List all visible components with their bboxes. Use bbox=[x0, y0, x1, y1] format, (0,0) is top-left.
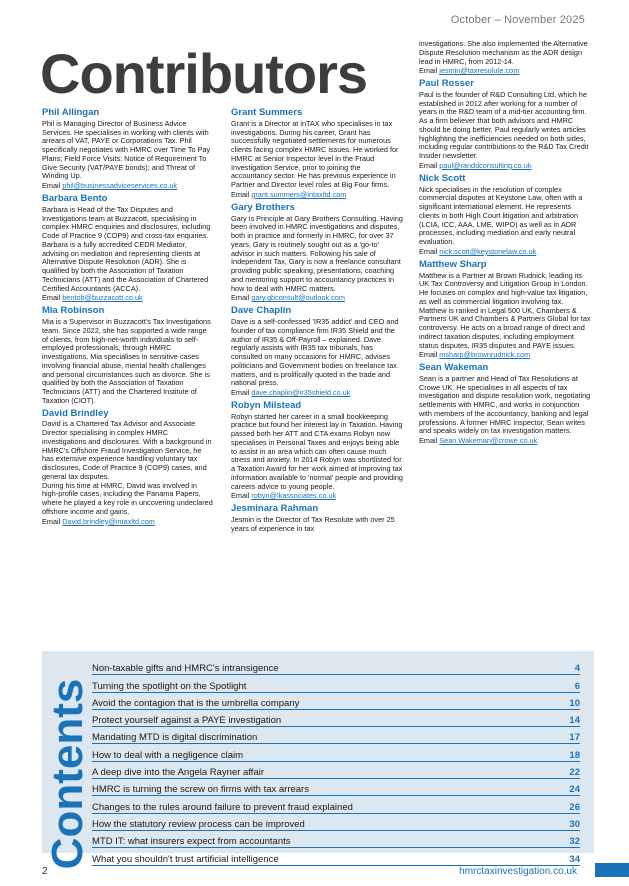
column-2 bbox=[231, 108, 403, 537]
contributor-email bbox=[231, 389, 403, 398]
contents-item[interactable] bbox=[92, 693, 580, 710]
footer-accent-bar bbox=[595, 863, 629, 877]
contributor-email bbox=[231, 492, 403, 501]
contents-item-page: 4 bbox=[574, 663, 580, 675]
contributor-bio: Mia is a Supervisor in Buzzacott's Tax Investigations team. Since 2022, she has supported a wide range of clients, from high-net-worth individuals to self-employed professionals, through HMRC investigations. Mia specialises in sensitive cases involving financial abuse, mental health challenges and personal circumstances such as divorce. She is qualified by both the Association of Taxation Technicians (ATT) and the Chartered Institute of Taxation (CIOT). bbox=[42, 317, 211, 405]
contributor-robyn-milstead bbox=[231, 401, 403, 501]
contributor-email bbox=[231, 294, 403, 303]
page-title: Contributors bbox=[40, 42, 368, 105]
contributor-name: Dave Chaplin bbox=[231, 305, 292, 317]
contents-item-page: 22 bbox=[569, 767, 580, 779]
email-link[interactable]: Sean.Wakeman@crowe.co.uk bbox=[439, 436, 538, 446]
contributor-phil-allingan bbox=[42, 108, 214, 191]
email-label: Email bbox=[231, 491, 250, 501]
contents-item-title: How the statutory review process can be improved bbox=[92, 818, 305, 830]
contents-item-title: Protect yourself against a PAYE investigation bbox=[92, 715, 282, 727]
contributor-email bbox=[231, 191, 403, 200]
contents-item[interactable] bbox=[92, 762, 580, 779]
contributor-email bbox=[42, 182, 214, 191]
email-link[interactable]: David.brindley@intaxltd.com bbox=[62, 516, 155, 526]
contributor-sean-wakeman bbox=[419, 363, 591, 446]
contents-item[interactable] bbox=[92, 848, 580, 865]
email-label: Email bbox=[419, 160, 438, 170]
contributor-email bbox=[419, 437, 591, 446]
contributor-barbara-bento bbox=[42, 194, 214, 303]
contributor-gary-brothers bbox=[231, 203, 403, 303]
column-3 bbox=[419, 40, 591, 449]
contributor-bio: Robyn started her career in a small bookkeeping practice but found her interest lay in Taxation. Having passed both her ATT and CTA exams Robyn now specialises in Personal Taxes and enjoys being able to assist in an area which can often cause much stress and anxiety. In 2014 Robyn was shortlisted for a Taxation Award for her work aimed at improving tax information available to 'normal' people and providing careers advice to young people. bbox=[231, 411, 403, 491]
contents-item[interactable] bbox=[92, 710, 580, 727]
contributor-bio: Phil is Managing Director of Business Advice Services. He specialises in working with clients with arrears of VAT, PAYE or Corporations Tax. Phil specifically negotiates with HMRC over Time To Pay Plans; Field Force Visits: Notice of Requirement To Give Security (VAT/PAYE bonds); and Threat of Winding Up. bbox=[42, 118, 211, 181]
contributor-nick-scott bbox=[419, 174, 591, 257]
contributor-bio: Jesmin is the Director of Tax Resolute with over 25 years of experience in tax bbox=[231, 515, 395, 533]
contributor-name: Grant Summers bbox=[231, 107, 303, 118]
contributor-email bbox=[42, 294, 214, 303]
contents-item-page: 17 bbox=[569, 732, 580, 744]
contributor-bio: Barbara is Head of the Tax Disputes and Investigations team at Buzzacott, specialising in complex HMRC enquiries and disclosures, including Code of Practice 9 (COP9) and cross-tax enquiries. Barbara is a fully accredited CEDR Mediator, advising on mediation and representing clients at Alternative Dispute Resolution (ADR). She is qualified by both the Association of Taxation Technicians (ATT) and the Association of Chartered Certified Accountants (ACCA). bbox=[42, 204, 211, 293]
contributor-matthew-sharp bbox=[419, 260, 591, 360]
contents-item[interactable] bbox=[92, 658, 580, 675]
email-label: Email bbox=[42, 516, 61, 526]
contents-item-page: 30 bbox=[569, 818, 580, 830]
contents-item-page: 14 bbox=[569, 715, 580, 727]
contributor-mia-robinson bbox=[42, 306, 214, 405]
issue-date: October – November 2025 bbox=[450, 14, 585, 26]
contributor-bio-continued: investigations. She also implemented the Alternative Dispute Resolution mechanism as the ADR design lead in HMRC, from 2012-14. bbox=[419, 39, 588, 66]
contents-item-page: 32 bbox=[569, 836, 580, 848]
contents-item[interactable] bbox=[92, 779, 580, 796]
email-link[interactable]: jesmin@taxresolute.com bbox=[439, 66, 520, 76]
contents-item-title: Non-taxable gifts and HMRC's intransigence bbox=[92, 663, 279, 675]
contributor-bio: Grant is a Director at inTAX who specialises in tax investigations. During his career, Grant has successfully negotiated settlements for numerous clients facing complex HMRC issues. He worked for HMRC at Senior Inspector level in the Fraud Investigation Service, prior to joining the accountancy sector. He has previous experience in Partner and Director level roles at Big Four firms. bbox=[231, 118, 399, 190]
contributor-name: Phil Allingan bbox=[42, 107, 100, 118]
contributor-name: Robyn Milstead bbox=[231, 399, 302, 411]
contents-heading bbox=[40, 678, 96, 870]
contributor-name: Paul Rosser bbox=[419, 78, 474, 89]
email-label: Email bbox=[419, 436, 438, 446]
email-label: Email bbox=[231, 388, 250, 398]
email-link[interactable]: dave.chaplin@ir35shield.co.uk bbox=[251, 388, 351, 398]
contributor-name: Jesminara Rahman bbox=[231, 503, 319, 515]
contents-item[interactable] bbox=[92, 796, 580, 813]
email-link[interactable]: paul@randdconsulting.co.uk bbox=[439, 160, 532, 170]
contributor-name: Gary Brothers bbox=[231, 201, 295, 213]
contributor-name: Nick Scott bbox=[419, 172, 466, 184]
contributor-paul-rosser bbox=[419, 79, 591, 171]
contributor-email bbox=[419, 248, 591, 257]
email-label: Email bbox=[42, 181, 61, 191]
contents-heading-text: Contents bbox=[43, 678, 92, 870]
contributor-jesminara-rahman-continued bbox=[419, 40, 591, 76]
email-link[interactable]: robyn@lkassociates.co.uk bbox=[251, 491, 337, 501]
contents-item-title: Changes to the rules around failure to prevent fraud explained bbox=[92, 801, 353, 813]
contributor-bio: David is a Chartered Tax Advisor and Associate Director specialising in complex HMRC investigations and disclosures. With a background in HMRC's Offshore Fraud Investigation Service, he has extensive experience handling voluntary tax disclosures, Code of Practice 9 (COP9) cases, and general tax disputes. bbox=[42, 419, 212, 481]
contents-item[interactable] bbox=[92, 744, 580, 761]
contributor-david-brindley bbox=[42, 409, 214, 527]
contributor-bio: Sean is a partner and Head of Tax Resolutions at Crowe UK. He specialises in all aspects of tax investigation and dispute resolution work, negotiating settlements with HMRC, and works in conjunction with members of the accountancy, banking and legal professions. A former HMRC inspector, Sean writes and speaks widely on tax investigation matters. bbox=[419, 373, 591, 436]
email-label: Email bbox=[419, 350, 438, 360]
email-label: Email bbox=[419, 66, 438, 76]
contributor-email bbox=[419, 351, 591, 360]
contributor-jesminara-rahman bbox=[231, 504, 403, 533]
contents-item-title: How to deal with a negligence claim bbox=[92, 749, 244, 761]
email-link[interactable]: phil@businessadviceservices.co.uk bbox=[62, 181, 178, 191]
contributor-bio-continued: During his time at HMRC, David was involved in high-profile cases, including the Panama Papers, where he played a key role in uncovering undeclared offshore income and gains. bbox=[42, 480, 213, 516]
contributor-bio: Matthew is a Partner at Brown Rudnick, leading its UK Tax Controversy and Litigation Group in London. He focuses on complex and high-value tax litigation, as well as commercial litigation involving tax. Matthew is ranked in Legal 500 UK, Chambers & Partners UK and Chambers & Partners Global for tax controversy. He acts on a broad range of direct and indirect taxation disputes, including employment status disputes, IR35 disputes and PAYE issues. bbox=[419, 270, 591, 350]
contributor-email bbox=[419, 162, 591, 171]
contents-list bbox=[92, 658, 580, 866]
contents-item[interactable] bbox=[92, 727, 580, 744]
contents-item-page: 34 bbox=[569, 853, 580, 865]
contributor-bio: Paul is the founder of R&D Consulting Ltd, which he established in 2012 after working for a number of years in the R&D team of a mid-tier accounting firm. As a firm believer that both advisors and HMRC should be doing better, Paul regularly writes articles highlighting the inefficiencies needed on both sides, including regular contributions to the R&D Tax Credit Insider newsletter. bbox=[419, 89, 589, 161]
email-link[interactable]: nick.scott@keystonelaw.co.uk bbox=[439, 246, 537, 256]
contents-item-page: 26 bbox=[569, 801, 580, 813]
email-link[interactable]: msharp@brownrudnick.com bbox=[439, 350, 531, 360]
contents-item-title: What you shouldn't trust artificial intelligence bbox=[92, 853, 279, 865]
contents-item-title: A deep dive into the Angela Rayner affair bbox=[92, 767, 265, 779]
contributor-name: Matthew Sharp bbox=[419, 258, 487, 270]
contents-item-page: 18 bbox=[569, 749, 580, 761]
contents-item[interactable] bbox=[92, 831, 580, 848]
contents-panel bbox=[42, 651, 594, 870]
page-number: 2 bbox=[42, 866, 48, 877]
contents-item-title: Turning the spotlight on the Spotlight bbox=[92, 680, 247, 692]
email-link[interactable]: gary.gbconsult@outlook.com bbox=[251, 293, 345, 303]
contents-item-title: HMRC is turning the screw on firms with tax arrears bbox=[92, 784, 309, 796]
contributor-grant-summers bbox=[231, 108, 403, 200]
contents-item-page: 6 bbox=[574, 680, 580, 692]
contributor-name: Sean Wakeman bbox=[419, 362, 489, 374]
contributor-name: Barbara Bento bbox=[42, 192, 108, 204]
contributor-bio: Nick specialises in the resolution of complex commercial disputes at Keystone Law, often with a significant international element. He represents clients in both High Court litigation and arbitration (LCIA, ICC, AAA, LME, WIPO) as well as in ADR processes, including mediation and early neutral evaluation. bbox=[419, 184, 583, 247]
email-label: Email bbox=[231, 189, 250, 199]
contributor-dave-chaplin bbox=[231, 306, 403, 398]
contents-item-page: 24 bbox=[569, 784, 580, 796]
contents-item-title: Mandating MTD is digital discrimination bbox=[92, 732, 258, 744]
email-link[interactable]: grant.summers@intaxltd.com bbox=[251, 189, 347, 199]
contributor-bio: Dave is a self-confessed 'IR35 addict' and CEO and founder of tax compliance firm IR35 Shield and the author of IR35 & Off-Payroll – explained. Dave regularly assists with IR35 tax tribunals, has consulted on many occasions for HMRC, advises politicians and Government bodies on freelance tax matters, and is prolifically quoted in the trade and national press. bbox=[231, 317, 399, 388]
website-url[interactable]: hmrctaxinvestigation.co.uk bbox=[459, 866, 577, 877]
contributor-name: David Brindley bbox=[42, 407, 109, 419]
contents-item-title: Avoid the contagion that is the umbrella company bbox=[92, 697, 300, 709]
contributor-email bbox=[42, 518, 214, 527]
email-label: Email bbox=[42, 293, 61, 303]
contents-item-page: 10 bbox=[569, 697, 580, 709]
contents-item[interactable] bbox=[92, 814, 580, 831]
email-label: Email bbox=[419, 246, 438, 256]
contributor-name: Mia Robinson bbox=[42, 305, 105, 317]
contents-item-title: MTD IT: what insurers expect from accountants bbox=[92, 836, 291, 848]
contributor-bio: Gary is Principle at Gary Brothers Consulting. Having been involved in HMRC investigations and disputes, both in practice and formerly in HMRC, for over 37 years, Gary is routinely sought out as a 'go-to' advisor in such matters. Following his sale of Independent Tax, Gary is now a freelance consultant providing public speaking, presentations, coaching and mentoring support to accountancy practices in how to deal with HMRC matters. bbox=[231, 213, 403, 293]
column-1 bbox=[42, 108, 214, 529]
contributor-email bbox=[419, 67, 591, 76]
email-link[interactable]: bentob@buzzacott.co.uk bbox=[62, 293, 143, 303]
contents-item[interactable] bbox=[92, 675, 580, 692]
email-label: Email bbox=[231, 293, 250, 303]
